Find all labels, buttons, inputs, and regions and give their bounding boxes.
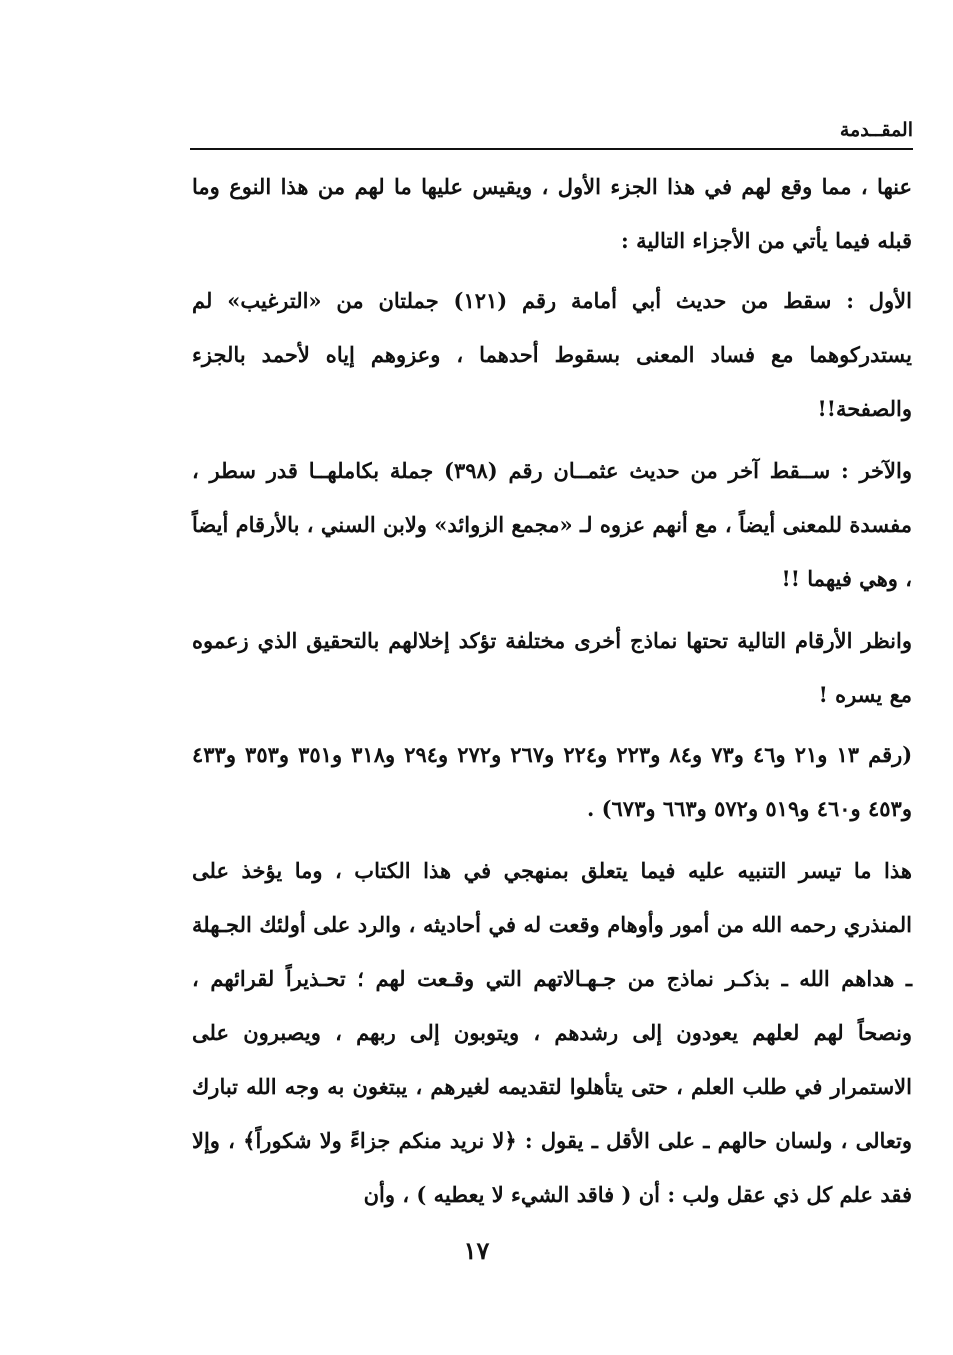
paragraph-2-lead: الأول : — [846, 288, 912, 313]
paragraph-3 — [192, 444, 912, 606]
paragraph-1: عنها ، مما وقع لهم في هذا الجزء الأول ، ويقيس عليها ما لهم من هذا النوع وما قبله فيما يأتي من الأجزاء التالية : — [192, 174, 912, 253]
paragraph-2 — [192, 274, 912, 436]
header-rule — [190, 148, 913, 150]
paragraph-5-ref-list: (رقم ١٣ و٢١ و٤٦ و٧٣ و٨٤ و٢٢٣ و٢٢٤ و٢٦٧ و٢٧٢ و٢٩٤ و٣١٨ و٣٥١ و٣٥٣ و٤٣٣ و٤٥٣ و٤٦٠ و٥١٩ و٥٧٢ و٦٦٣ و٦٧٣) . — [192, 742, 913, 821]
page-number: ١٧ — [463, 1236, 490, 1265]
paragraph-3-body: ســقط آخر من حديث عثمــان رقم (٣٩٨) جملة بكاملهــا قدر سطر ، مفسدة للمعنى أيضاً ، مع أنهم عزوه لـ «مجمع الزوائد» ولابن السني ، بالأرقام أيضاً ، وهي فيهما !! — [192, 458, 912, 591]
paragraph-2-body: سقط من حديث أبي أمامة رقم (١٢١) جملتان من «الترغيب» لم يستدركوهما مع فساد المعنى بسقوط أحدهما ، وعزوهم إياه لأحمد بالجزء والصفحة!! — [192, 288, 912, 421]
paragraph-4: وانظر الأرقام التالية تحتها نماذج أخرى مختلفة تؤكد إخلالهم بالتحقيق الذي زعموه مع يسره ! — [192, 628, 912, 707]
paragraph-3-lead: والآخر : — [840, 458, 912, 483]
paragraph-6: هذا ما تيسر التنبيه عليه فيما يتعلق بمنهجي في هذا الكتاب ، وما يؤخذ على المنذري رحمه الله من أمور وأوهام وقعت له في أحاديثه ، والرد على أولئك الجـهلة ـ هداهم الله ـ بذكـر نماذج من جـهـالاتهم التي وقـعت لهم ؛ تحـذيراً لقرائهم ، ونصحاً لهم لعلهم يعودون إلى رشدهم ، ويتوبون إلى ربهم ، ويصبرون على الاستمرار في طلب العلم ، حتى يتأهلوا لتقديمه لغيرهم ، يبتغون به وجه الله تبارك وتعالى ، ولسان حالهم ـ على الأقل ـ يقول : ﴿لا نريد منكم جزاءً ولا شكوراً﴾ ، وإلا فقد علم كل ذي عقل ولب : أن ( فاقد الشيء لا يعطيه ) ، وأن — [192, 858, 912, 1207]
running-header: المقــدمة — [839, 119, 913, 141]
